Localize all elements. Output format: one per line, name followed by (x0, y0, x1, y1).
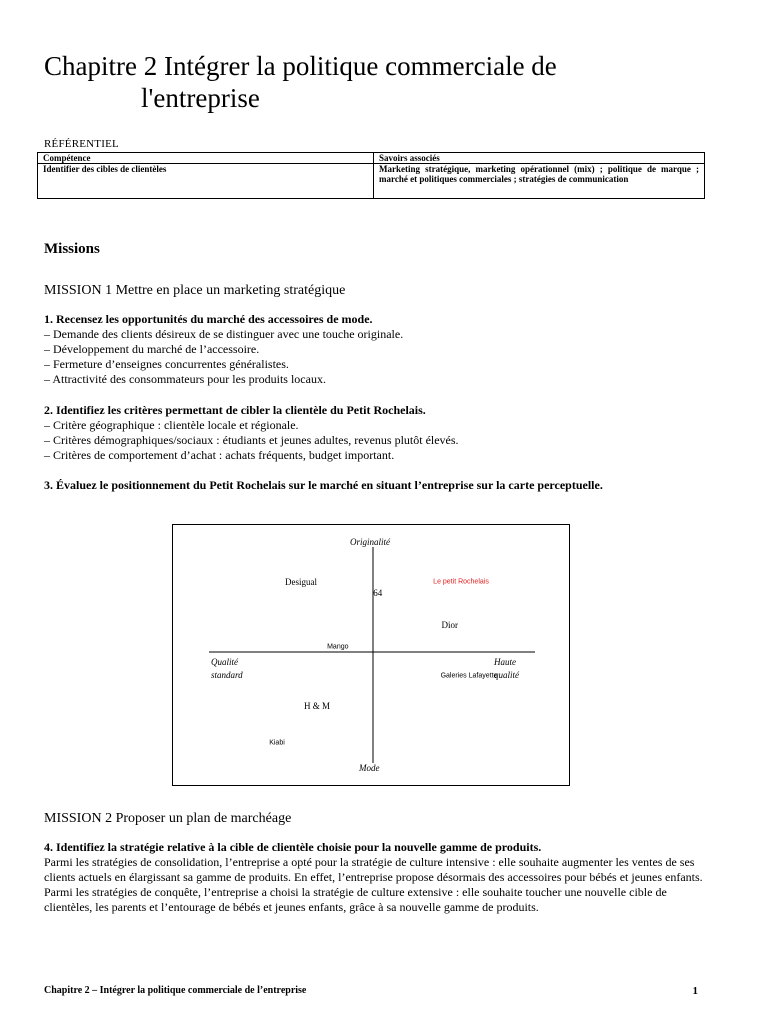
list-item: – Demande des clients désireux de se distinguer avec une touche originale. (44, 327, 404, 341)
page-footer (44, 985, 704, 996)
cell-savoirs: Marketing stratégique, marketing opérationnel (mix) ; politique de marque ; marché et politiques commerciales ; stratégies de communication (374, 164, 705, 199)
point-label: Kiabi (269, 739, 285, 747)
page-number: 1 (692, 985, 698, 997)
axis-label-left-2: standard (211, 670, 243, 680)
axis-label-left-1: Qualité (211, 657, 238, 667)
list-item: – Développement du marché de l’accessoire. (44, 342, 260, 356)
question-3 (44, 478, 704, 493)
question-4 (44, 840, 704, 915)
point-label: H & M (303, 700, 331, 711)
point-label: 64 (373, 588, 383, 599)
paragraph: Parmi les stratégies de conquête, l’entreprise a choisi la stratégie de culture extensive : elle souhaite toucher une nouvelle cible de clientèles, les parents et l’entourage de bébés et jeunes enfants, grâce à sa nouvelle gamme de produits. (44, 885, 667, 914)
paragraph: Parmi les stratégies de consolidation, l’entreprise a opté pour la stratégie de culture intensive : elle souhaite augmenter les ventes de ses clients actuels en élargissant sa gamme de produits. En effet, l’entreprise propose désormais des accessoires pour bébés et jeunes enfants. (44, 855, 703, 884)
perceptual-map-svg (173, 525, 569, 785)
point-label: Galeries Lafayette (440, 672, 498, 680)
point-label: Mango (327, 643, 349, 651)
table-header-row (38, 153, 705, 164)
missions-heading: Missions (44, 241, 100, 257)
question-4-title: 4. Identifiez la stratégie relative à la cible de clientèle choisie pour la nouvelle gamme de produits. (44, 840, 542, 854)
referentiel-table (37, 152, 705, 199)
list-item: – Fermeture d’enseignes concurrentes généralistes. (44, 357, 289, 371)
chapter-title (44, 50, 724, 114)
referentiel-label: RÉFÉRENTIEL (44, 138, 119, 150)
question-2-title: 2. Identifiez les critères permettant de cibler la clientèle du Petit Rochelais. (44, 403, 426, 417)
chapter-title-line1: Chapitre 2 Intégrer la politique commerciale de (44, 51, 557, 81)
list-item: – Critères démographiques/sociaux : étudiants et jeunes adultes, revenus plutôt élevés. (44, 433, 459, 447)
axis-label-right-1: Haute (494, 657, 516, 667)
point-label: Dior (441, 620, 459, 631)
point-label: Desigual (285, 577, 317, 588)
axis-label-top: Originalité (350, 537, 390, 547)
perceptual-map (172, 524, 570, 786)
chapter-title-line2: l'entreprise (141, 83, 260, 113)
question-1 (44, 312, 704, 387)
footer-text: Chapitre 2 – Intégrer la politique commerciale de l’entreprise (44, 985, 307, 996)
question-3-title: 3. Évaluez le positionnement du Petit Rochelais sur le marché en situant l’entreprise sur la carte perceptuelle. (44, 478, 603, 492)
axis-label-right-2: qualité (494, 670, 519, 680)
header-competence: Compétence (38, 153, 374, 164)
table-row (38, 164, 705, 199)
mission1-heading: MISSION 1 Mettre en place un marketing stratégique (44, 283, 346, 298)
axis-label-bottom: Mode (359, 763, 380, 773)
list-item: – Attractivité des consommateurs pour les produits locaux. (44, 372, 326, 386)
cell-competence: Identifier des cibles de clientèles (38, 164, 374, 199)
list-item: – Critères de comportement d’achat : achats fréquents, budget important. (44, 448, 395, 462)
mission2-heading: MISSION 2 Proposer un plan de marchéage (44, 811, 292, 826)
list-item: – Critère géographique : clientèle locale et régionale. (44, 418, 299, 432)
point-label: Le petit Rochelais (433, 578, 489, 586)
question-2 (44, 403, 704, 463)
header-savoirs: Savoirs associés (374, 153, 705, 164)
question-1-title: 1. Recensez les opportunités du marché des accessoires de mode. (44, 312, 373, 326)
